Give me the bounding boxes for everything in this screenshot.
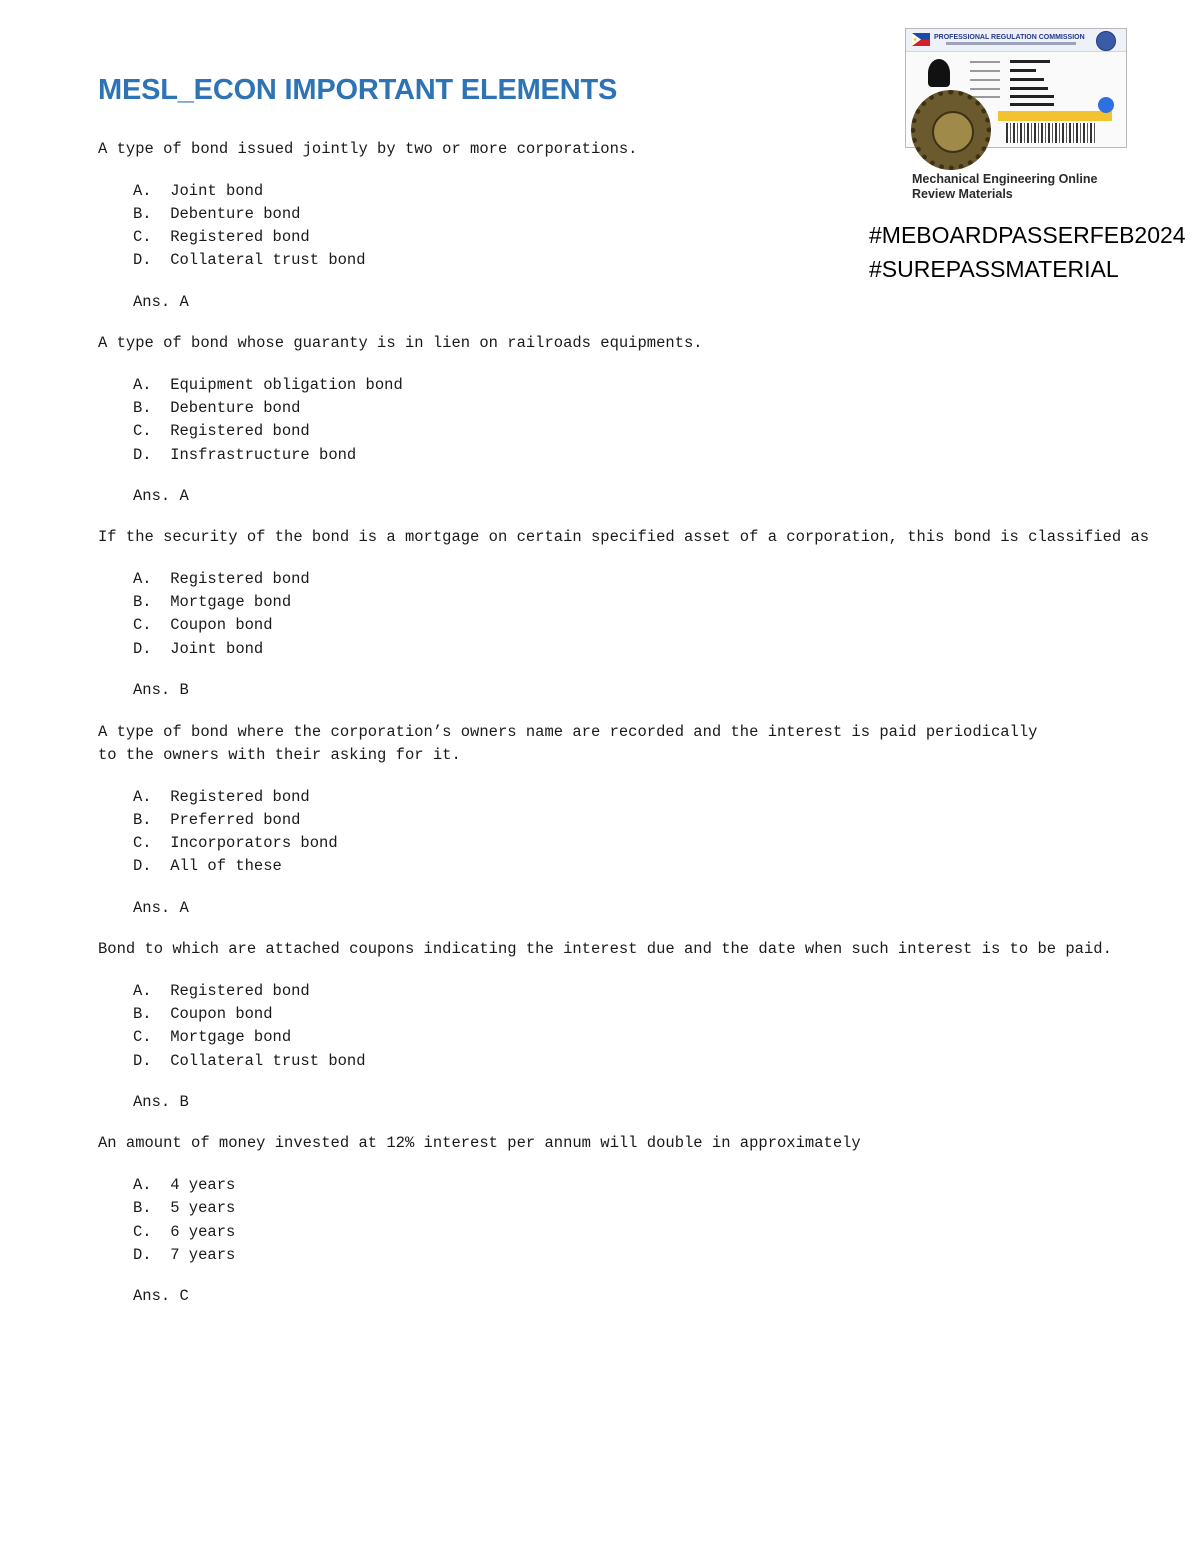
id-card-header (906, 29, 1126, 52)
answer: Ans. A (133, 292, 189, 311)
option-d: D. All of these (133, 857, 282, 876)
option-b: B. Coupon bond (133, 1005, 273, 1024)
option-list (133, 180, 1158, 273)
question-item (98, 721, 1158, 921)
option-a: A. Equipment obligation bond (133, 375, 403, 394)
camera-badge-icon (1098, 97, 1114, 113)
option-list (133, 980, 1158, 1073)
question-text: If the security of the bond is a mortgage on certain specified asset of a corporation, this bond is classified as (98, 528, 1150, 547)
question-item (98, 938, 1158, 1114)
option-d: D. Collateral trust bond (133, 251, 366, 270)
option-list (133, 1174, 1158, 1267)
hashtag-board-passer: #MEBOARDPASSERFEB2024 (869, 222, 1186, 248)
option-b: B. Debenture bond (133, 398, 301, 417)
answer: Ans. B (133, 1092, 189, 1111)
page-title: MESL_ECON IMPORTANT ELEMENTS (98, 74, 618, 106)
question-text: An amount of money invested at 12% interest per annum will double in approximately (98, 1134, 861, 1153)
option-list (133, 786, 1158, 879)
id-card-subtitle-line (946, 42, 1076, 45)
option-list (133, 568, 1158, 661)
option-c: C. Mortgage bond (133, 1028, 292, 1047)
hashtag-sure-pass: #SUREPASSMATERIAL (869, 256, 1119, 282)
question-text: A type of bond issued jointly by two or more corporations. (98, 140, 638, 158)
question-item (98, 332, 1158, 508)
id-photo-silhouette (928, 59, 950, 87)
id-card-profession-bar (998, 111, 1112, 121)
id-card-header-text: PROFESSIONAL REGULATION COMMISSION (934, 34, 1085, 41)
option-c: C. Incorporators bond (133, 834, 338, 853)
answer: Ans. A (133, 898, 189, 917)
option-b: B. 5 years (133, 1199, 236, 1218)
option-d: D. Collateral trust bond (133, 1051, 366, 1070)
option-a: A. Registered bond (133, 787, 310, 806)
question-item (98, 1132, 1158, 1308)
option-b: B. Debenture bond (133, 204, 301, 223)
answer: Ans. A (133, 486, 189, 505)
option-d: D. Insfrastructure bond (133, 445, 357, 464)
logo-caption: Mechanical Engineering Online Review Materials (912, 172, 1098, 201)
option-b: B. Mortgage bond (133, 593, 292, 612)
option-c: C. 6 years (133, 1222, 236, 1241)
answer: Ans. B (133, 681, 189, 700)
option-d: D. 7 years (133, 1245, 236, 1264)
question-text: A type of bond where the corporation’s owners name are recorded and the interest is paid periodically to the owners with their asking for it. (98, 722, 1047, 765)
option-c: C. Coupon bond (133, 616, 273, 635)
question-list (98, 138, 1158, 1327)
option-c: C. Registered bond (133, 422, 310, 441)
philippine-flag-icon (912, 33, 930, 46)
option-a: A. Registered bond (133, 569, 310, 588)
option-c: C. Registered bond (133, 228, 310, 247)
option-b: B. Preferred bond (133, 810, 301, 829)
option-a: A. Registered bond (133, 981, 310, 1000)
question-item (98, 526, 1158, 702)
question-text: Bond to which are attached coupons indicating the interest due and the date when such interest is to be paid. (98, 940, 1112, 959)
answer: Ans. C (133, 1287, 189, 1306)
prc-seal-icon (1096, 31, 1116, 51)
option-a: A. 4 years (133, 1175, 236, 1194)
option-a: A. Joint bond (133, 181, 264, 200)
option-list (133, 374, 1158, 467)
question-text: A type of bond whose guaranty is in lien on railroads equipments. (98, 334, 703, 353)
question-item (98, 138, 1158, 314)
option-d: D. Joint bond (133, 639, 264, 658)
